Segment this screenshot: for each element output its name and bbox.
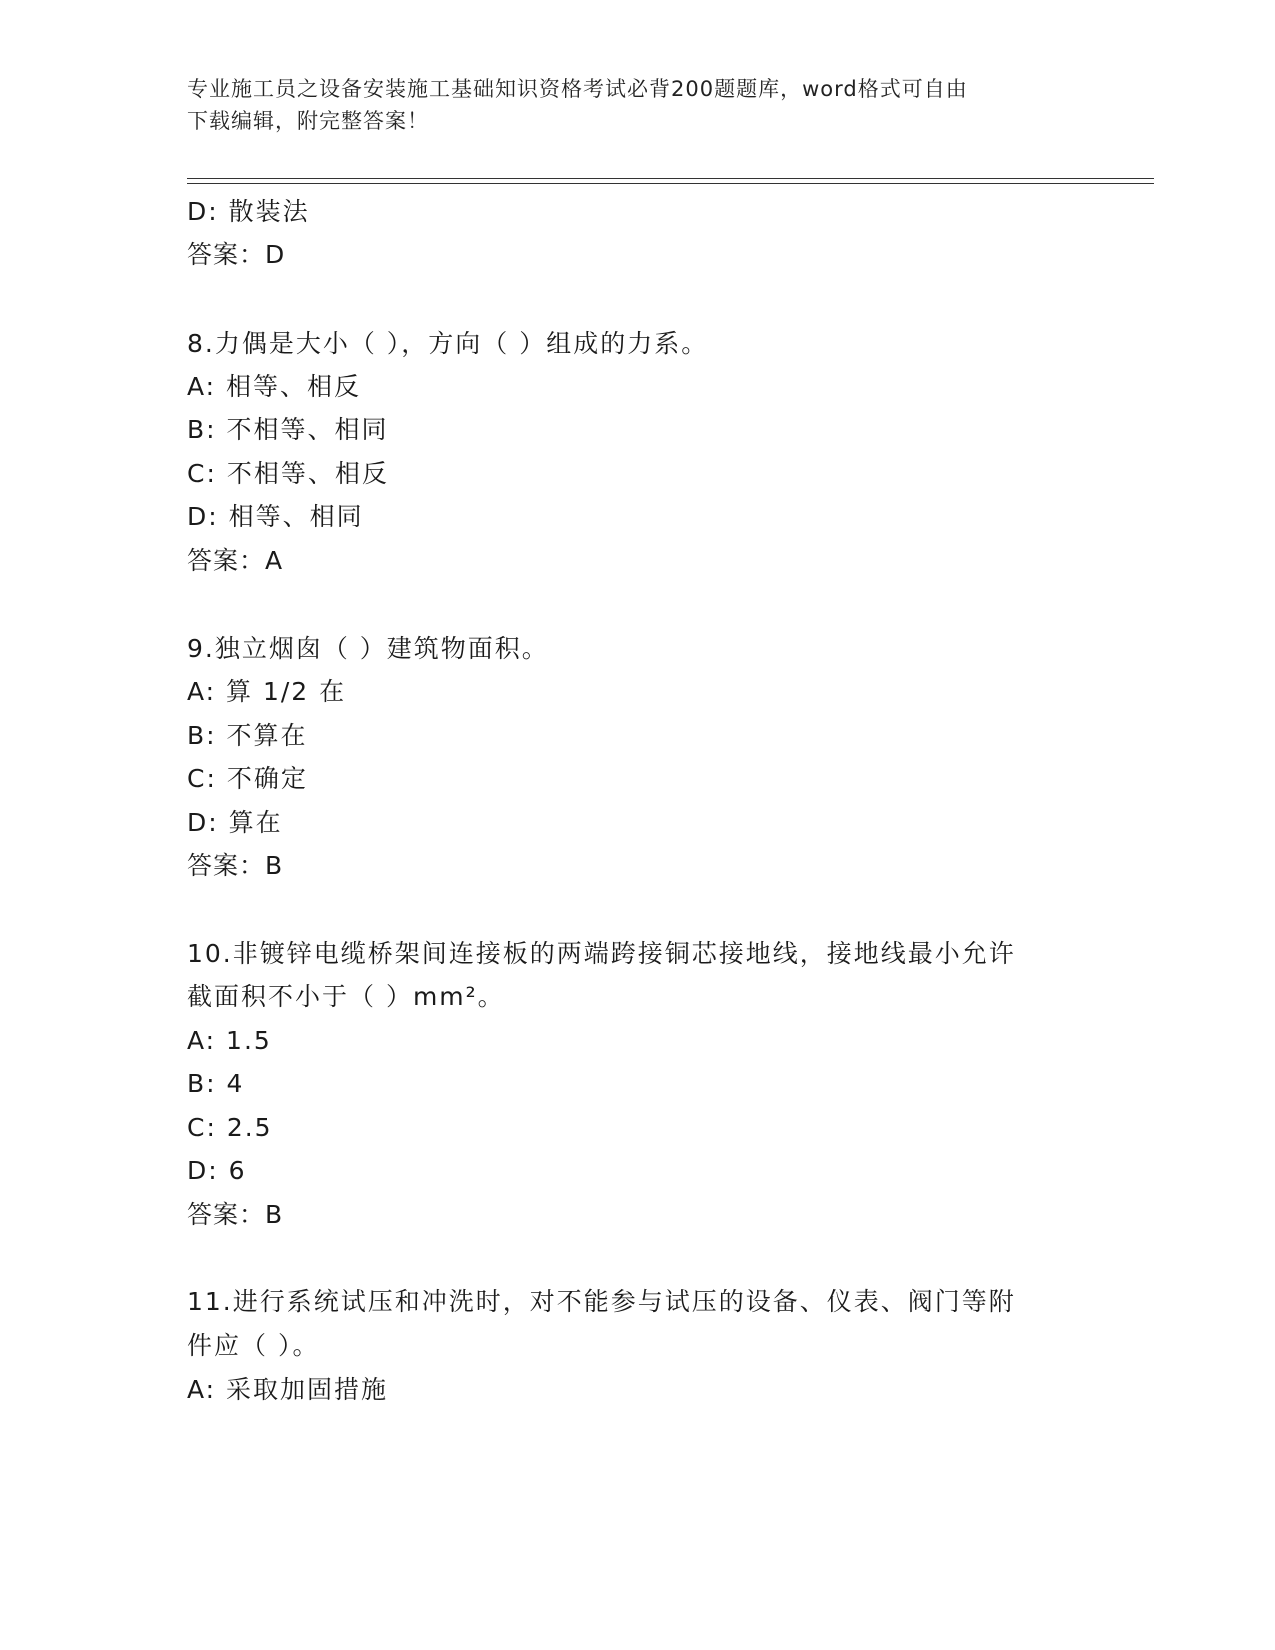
q10-option-a: A: 1.5: [187, 1026, 272, 1055]
q10-stem-line-2: 截面积不小于（ ）mm²。: [187, 982, 505, 1011]
q11-stem-line-2: 件应（ ）。: [187, 1331, 320, 1360]
q9-stem: 9.独立烟囱（ ）建筑物面积。: [187, 634, 549, 663]
header-line-1: 专业施工员之设备安装施工基础知识资格考试必背200题题库，word格式可自由: [187, 77, 968, 101]
q9-option-c: C: 不确定: [187, 764, 308, 793]
q7-option-d: D: 散装法: [187, 197, 310, 226]
header-line-2: 下载编辑，附完整答案！: [187, 109, 429, 133]
q9-option-d: D: 算在: [187, 808, 283, 837]
q8-option-a: A: 相等、相反: [187, 372, 362, 401]
q11-stem-line-1: 11.进行系统试压和冲洗时，对不能参与试压的设备、仪表、阀门等附: [187, 1287, 1016, 1316]
q10-option-b: B: 4: [187, 1069, 245, 1098]
header-rule-top: [187, 178, 1154, 179]
document-header: [187, 73, 1087, 137]
q8-option-c: C: 不相等、相反: [187, 459, 389, 488]
q7-answer: 答案：D: [187, 240, 286, 269]
q8-option-b: B: 不相等、相同: [187, 415, 389, 444]
q9-option-b: B: 不算在: [187, 721, 308, 750]
q9-answer: 答案：B: [187, 851, 284, 880]
q10-option-c: C: 2.5: [187, 1113, 273, 1142]
q11-option-a: A: 采取加固措施: [187, 1375, 389, 1404]
header-rule-bottom: [187, 183, 1154, 184]
q9-option-a: A: 算 1/2 在: [187, 677, 347, 706]
q8-stem: 8.力偶是大小（ ），方向（ ）组成的力系。: [187, 329, 709, 358]
q8-option-d: D: 相等、相同: [187, 502, 364, 531]
q10-stem-line-1: 10.非镀锌电缆桥架间连接板的两端跨接铜芯接地线，接地线最小允许: [187, 939, 1016, 968]
q10-option-d: D: 6: [187, 1156, 247, 1185]
q8-answer: 答案：A: [187, 546, 284, 575]
q10-answer: 答案：B: [187, 1200, 284, 1229]
